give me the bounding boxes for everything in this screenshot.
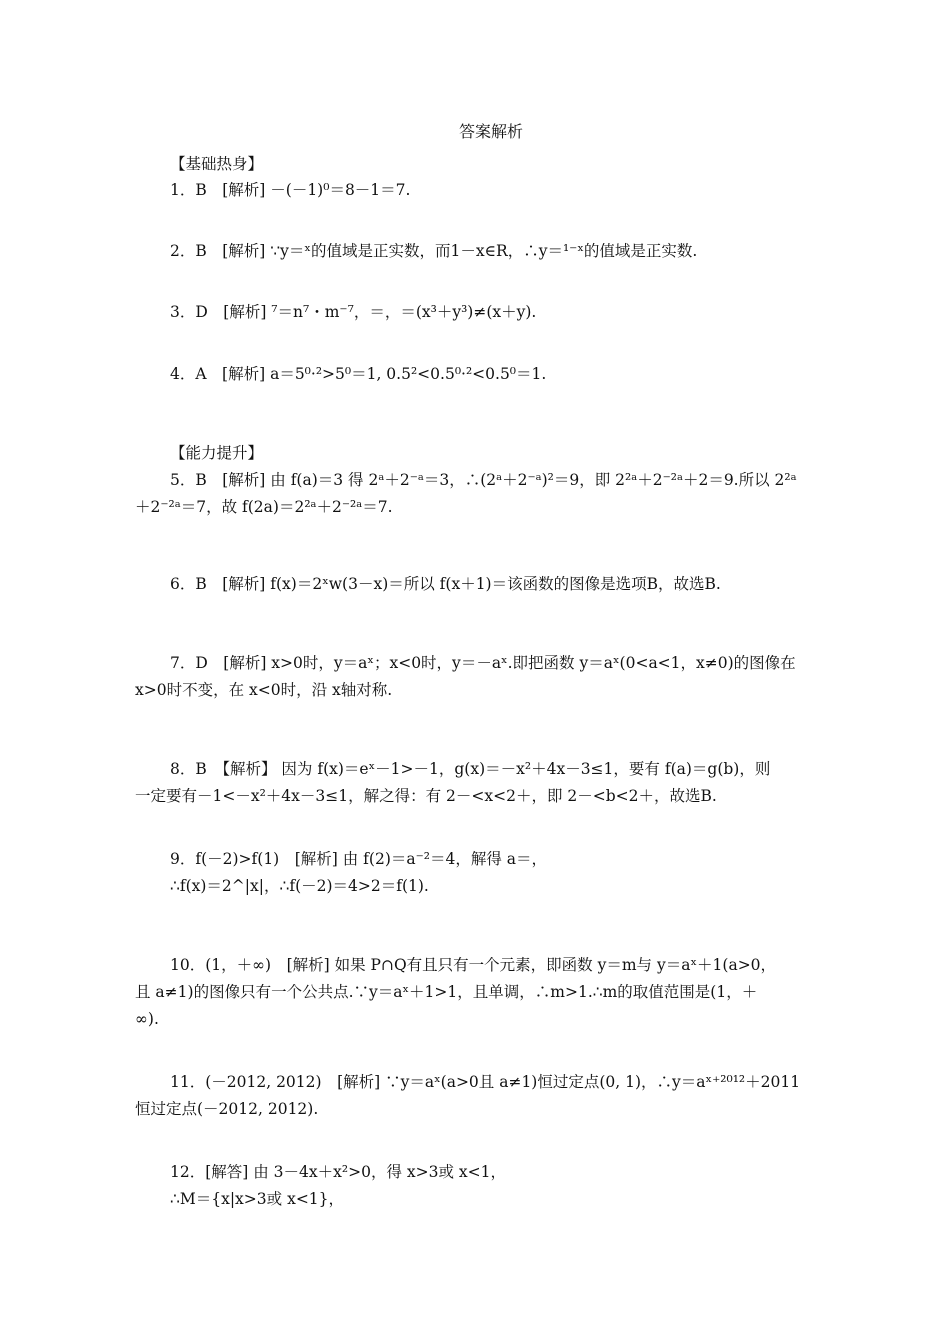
answer-1: 1．B [解析] －(－1)⁰＝8－1＝7. bbox=[170, 181, 411, 199]
answer-8-line2: 一定要有－1<－x²＋4x－3≤1，解之得：有 2－<x<2＋，即 2－<b<2＋，故选B. bbox=[135, 787, 717, 805]
answer-11-line1: 11．(－2012, 2012) [解析] ∵y＝aˣ(a>0且 a≠1)恒过定点(0, 1)，∴y＝aˣ⁺²⁰¹²＋2011 bbox=[170, 1073, 801, 1091]
section-heading-warmup: 【基础热身】 bbox=[170, 155, 264, 173]
answer-11-line2: 恒过定点(－2012, 2012). bbox=[135, 1100, 319, 1118]
answer-10-line3: ∞). bbox=[135, 1010, 159, 1028]
answer-10-line2: 且 a≠1)的图像只有一个公共点.∵y＝aˣ＋1>1，且单调，∴m>1.∴m的取值范围是(1，＋ bbox=[135, 983, 758, 1001]
answer-5-line2: ＋2⁻²ᵃ＝7，故 f(2a)＝2²ᵃ＋2⁻²ᵃ＝7. bbox=[135, 498, 393, 516]
answer-9-line1: 9．f(－2)>f(1) [解析] 由 f(2)＝a⁻²＝4，解得 a＝， bbox=[170, 850, 548, 868]
answer-3: 3．D [解析] ⁷＝n⁷・m⁻⁷，＝，＝(x³＋y³)≠(x＋y). bbox=[170, 303, 537, 321]
answer-4: 4．A [解析] a＝5⁰·²>5⁰＝1, 0.5²<0.5⁰·²<0.5⁰＝1. bbox=[170, 365, 547, 383]
section-heading-improve: 【能力提升】 bbox=[170, 444, 264, 462]
answer-10-line1: 10．(1，＋∞) [解析] 如果 P∩Q有且只有一个元素，即函数 y＝m与 y＝aˣ＋1(a>0， bbox=[170, 956, 777, 974]
answer-7-line2: x>0时不变，在 x<0时，沿 x轴对称. bbox=[135, 681, 393, 699]
answer-12-line1: 12．[解答] 由 3－4x＋x²>0，得 x>3或 x<1， bbox=[170, 1163, 506, 1181]
answer-9-line2: ∴f(x)＝2^|x|，∴f(－2)＝4>2＝f(1). bbox=[170, 877, 429, 895]
answer-6: 6．B [解析] f(x)＝2ˣw(3－x)＝所以 f(x＋1)＝该函数的图像是选项B，故选B. bbox=[170, 575, 721, 593]
answer-7-line1: 7．D [解析] x>0时，y＝aˣ；x<0时，y＝－aˣ.即把函数 y＝aˣ(0<a<1，x≠0)的图像在 bbox=[170, 654, 796, 672]
page-title: 答案解析 bbox=[459, 122, 524, 141]
answer-5-line1: 5．B [解析] 由 f(a)＝3 得 2ᵃ＋2⁻ᵃ＝3，∴(2ᵃ＋2⁻ᵃ)²＝9，即 2²ᵃ＋2⁻²ᵃ＋2＝9.所以 2²ᵃ bbox=[170, 471, 797, 489]
answer-12-line2: ∴M＝{x|x>3或 x<1}， bbox=[170, 1190, 345, 1208]
answer-8-line1: 8．B 【解析】 因为 f(x)＝eˣ－1>－1，g(x)＝－x²＋4x－3≤1，要有 f(a)＝g(b)，则 bbox=[170, 760, 771, 778]
answer-2: 2．B [解析] ∵y＝ˣ的值域是正实数，而1－x∈R，∴y＝¹⁻ˣ的值域是正实数. bbox=[170, 242, 698, 260]
